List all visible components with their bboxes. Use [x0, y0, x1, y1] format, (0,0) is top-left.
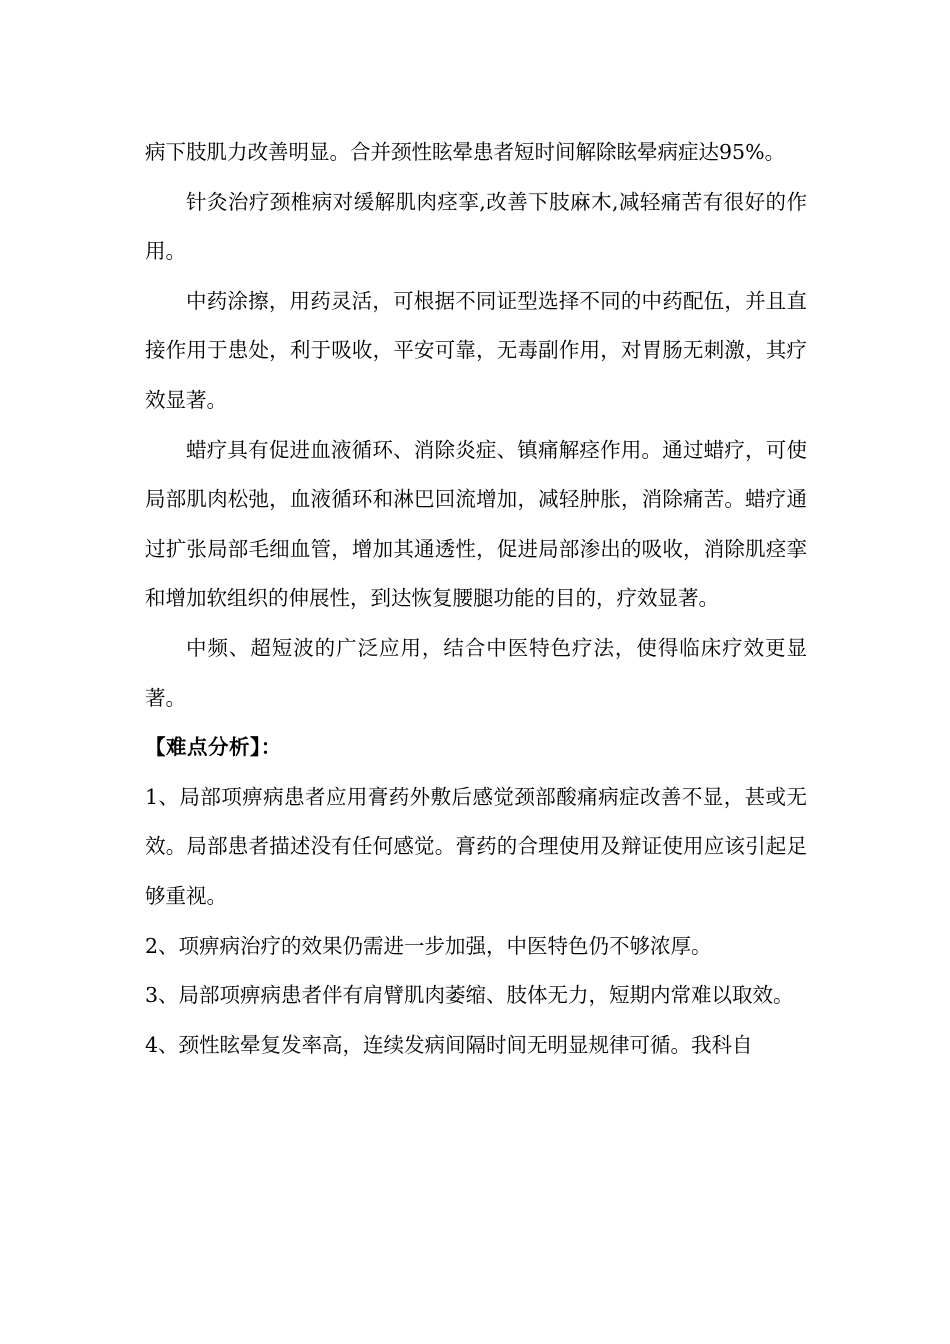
list-item-2: 2、项痹病治疗的效果仍需进一步加强，中医特色仍不够浓厚。 — [145, 933, 712, 958]
list-item-4: 4、颈性眩晕复发率高，连续发病间隔时间无明显规律可循。我科自 — [145, 1032, 753, 1057]
paragraph-herbal-application: 中药涂擦，用药灵活，可根据不同证型选择不同的中药配伍，并且直接作用于患处，利于吸收，平安可靠，无毒副作用，对胃肠无刺激，其疗效显著。 — [145, 288, 807, 412]
paragraph-wax-therapy: 蜡疗具有促进血液循环、消除炎症、镇痛解痉作用。通过蜡疗，可使局部肌肉松弛，血液循环和淋巴回流增加，减轻肿胀，消除痛苦。蜡疗通过扩张局部毛细血管，增加其通透性，促进局部渗出的吸收，消除肌痉挛和增加软组织的伸展性，到达恢复腰腿功能的目的，疗效显著。 — [145, 437, 807, 611]
paragraph-1: 病下肢肌力改善明显。合并颈性眩晕患者短时间解除眩晕病症达95%。 — [145, 140, 786, 164]
section-heading: 【难点分析】： — [145, 735, 282, 760]
document-page — [145, 128, 807, 1070]
list-item-3: 3、局部项痹病患者伴有肩臂肌肉萎缩、肢体无力，短期内常难以取效。 — [145, 983, 794, 1008]
paragraph-electrotherapy: 中频、超短波的广泛应用，结合中医特色疗法，使得临床疗效更显著。 — [145, 635, 807, 710]
paragraph-acupuncture: 针灸治疗颈椎病对缓解肌肉痉挛,改善下肢麻木,减轻痛苦有很好的作用。 — [145, 189, 807, 264]
list-item-1: 1、局部项痹病患者应用膏药外敷后感觉颈部酸痛病症改善不显，甚或无效。局部患者描述没有任何感觉。膏药的合理使用及辩证使用应该引起足够重视。 — [145, 784, 807, 908]
